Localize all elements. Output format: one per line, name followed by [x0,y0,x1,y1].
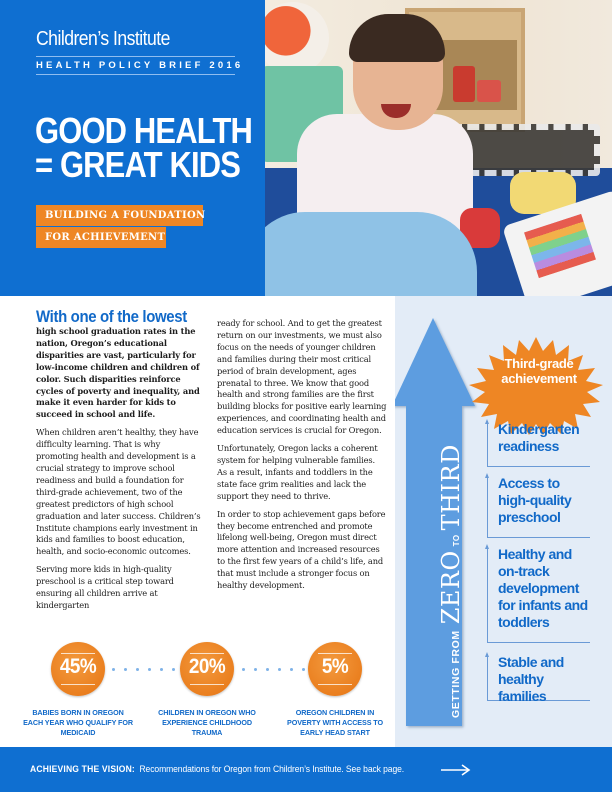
stat-value: 45% [59,655,97,678]
page-title [35,110,253,185]
footer-label: ACHIEVING THE VISION: [30,764,135,775]
arrow-to: TO [452,534,461,547]
stat-medicaid [22,642,134,738]
paragraph: Unfortunately, Oregon lacks a coherent system for helping vulnerable families. As a result, infants and toddlers in the state face grim realities and lack the support they need to thrive. [217,443,378,501]
photo-pillow [265,212,477,296]
arrow-prefix: GETTING FROM [450,630,462,718]
footer-banner[interactable] [0,747,612,792]
hero-panel [0,0,265,296]
arrow-end: THIRD [437,444,465,531]
paragraph: high school graduation rates in the nation, Oregon’s educational disparities are vast, particularly for low-income children and children of color. Such disparities reinforce cycles of poverty and inequality, and make it even harder for kids to succeed in school and life. [36,326,200,420]
paragraph: When children aren’t healthy, they have difficulty learning. That is why promoting health and development is a crucial strategy to improve school readiness and build a foundation for third-grade achievement, two of the greatest predictors of high school graduation and later success. Children’s Institute champions early investment in kids and families to boost education, health, and socio-economic outcomes. [36,427,201,557]
stat-circle [180,642,234,696]
photo-jar [477,80,501,102]
stat-label: CHILDREN IN OREGON WHO EXPERIENCE CHILDHOOD TRAUMA [158,708,256,737]
arrow-from: ZERO [437,550,465,625]
milestone-kindergarten-readiness: Kindergarten readiness [487,421,590,467]
milestone-stable-families: Stable and healthy families [487,654,590,701]
stat-value: 20% [188,655,226,678]
divider [36,56,235,57]
subhead-tag-2: FOR ACHIEVEMENT [36,227,166,248]
stat-value: 5% [321,655,349,678]
lead-heading: With one of the lowest [36,307,187,326]
paragraph: Serving more kids in high-quality preschool is a critical step toward ensuring all children arrive at kindergarten [36,564,174,610]
subhead-tag-1: BUILDING A FOUNDATION [36,205,203,226]
stat-circle [308,642,362,696]
hero-photo [265,0,612,296]
stat-circle [51,642,105,696]
org-name: Children’s Institute [36,28,170,50]
milestone-preschool-access: Access to high-quality preschool [487,475,590,538]
stat-label: OREGON CHILDREN IN POVERTY WITH ACCESS TO EARLY HEAD START [287,708,383,737]
arrow-right-icon[interactable] [441,764,471,776]
arrow-caption [437,338,467,718]
milestone-healthy-development: Healthy and on-track development for infants and toddlers [487,546,590,643]
stat-label: BABIES BORN IN OREGON EACH YEAR WHO QUALIFY FOR MEDICAID [23,708,133,737]
goal-label: Third-grade achievement [501,356,577,386]
paragraph: In order to stop achievement gaps before they become entrenched and promote lifelong well-being, Oregon must direct more attention and increased resources to the first few years of a child’s life, and that must include a stronger focus on healthy development. [217,508,386,591]
brief-label: HEALTH POLICY BRIEF 2016 [36,60,244,71]
stat-head-start [279,642,391,738]
stat-trauma [151,642,263,738]
photo-jar [453,66,475,102]
body-column-left [36,326,202,618]
headline-line-2: = GREAT KIDS [35,144,241,185]
headline-line-1: GOOD HEALTH [35,110,253,151]
divider [36,74,235,75]
footer-message: Recommendations for Oregon from Children’s Institute. See back page. [139,764,405,775]
footer-text[interactable] [30,764,404,775]
paragraph: ready for school. And to get the greatest return on our investments, we must also focus on the needs of younger children and families during their most critical period of brain development, ages prenatal to three. We know that good health and strong families are the first building blocks for positive early learning experiences, and coordinating health and education services is crucial for Oregon. [217,318,387,436]
body-column-right [217,318,387,598]
